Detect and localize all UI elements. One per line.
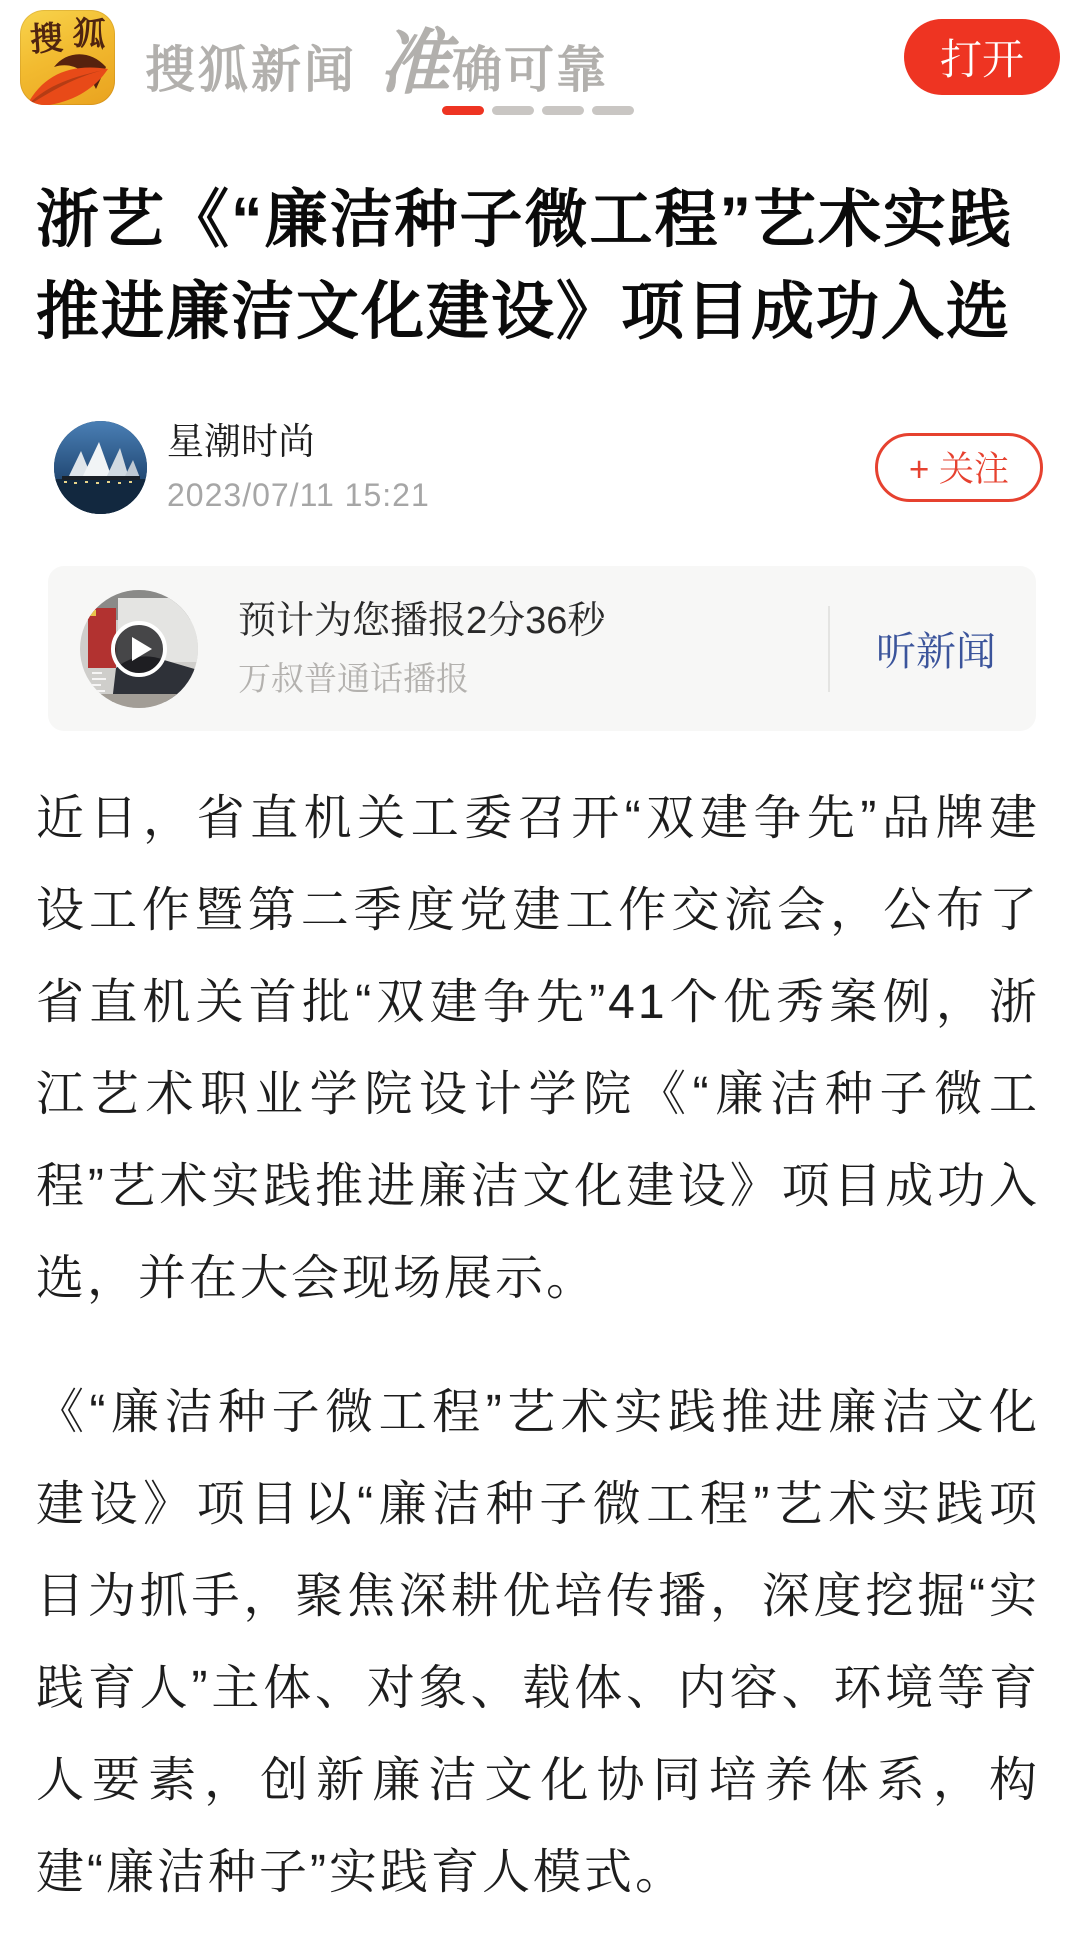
- article: [0, 174, 1076, 1919]
- audio-texts: [238, 602, 828, 695]
- listen-news-button[interactable]: 听新闻: [876, 630, 996, 674]
- article-title: 浙艺《“廉洁种子微工程”艺术实践推进廉洁文化建设》项目成功入选: [36, 185, 1013, 347]
- author-avatar[interactable]: [54, 421, 147, 514]
- audio-broadcast-card: [48, 566, 1036, 731]
- author-meta: [167, 423, 430, 511]
- app-banner: [0, 0, 1076, 104]
- sohu-logo-icon[interactable]: [20, 10, 115, 105]
- author-row: [54, 420, 1043, 514]
- open-app-button[interactable]: 打开: [904, 19, 1060, 95]
- broadcast-duration-text: 预计为您播报2分36秒: [238, 600, 606, 642]
- carousel-dot: [542, 106, 584, 115]
- narrator-text: 万叔普通话播报: [238, 660, 469, 697]
- carousel-dot: [442, 106, 484, 115]
- vertical-divider: [828, 606, 830, 692]
- author-name[interactable]: 星潮时尚: [167, 421, 315, 462]
- brand-watermark: [145, 6, 608, 108]
- audio-thumbnail[interactable]: [80, 590, 198, 708]
- publish-date: 2023/07/11 15:21: [167, 477, 430, 513]
- play-button[interactable]: [111, 621, 167, 677]
- play-icon: [132, 637, 152, 661]
- logo-char-1: 搜: [28, 18, 65, 58]
- logo-char-2: 狐: [71, 13, 108, 53]
- fox-tail-icon: [20, 45, 115, 105]
- carousel-dot: [592, 106, 634, 115]
- opera-house-photo: [54, 421, 147, 514]
- follow-button[interactable]: + 关注: [875, 433, 1043, 502]
- brand-name: 搜狐新闻: [145, 42, 357, 98]
- carousel-dot: [492, 106, 534, 115]
- paragraph-1: 近日，省直机关工委召开“双建争先”品牌建设工作暨第二季度党建工作交流会，公布了省直机关首批“双建争先”41个优秀案例，浙江艺术职业学院设计学院《“廉洁种子微工程”艺术实践推进廉洁文化建设》项目成功入选，并在大会现场展示。: [36, 792, 1040, 1305]
- article-body: [36, 773, 1040, 1919]
- brand-slogan: 准确可靠: [379, 20, 609, 104]
- paragraph-2: 《“廉洁种子微工程”艺术实践推进廉洁文化建设》项目以“廉洁种子微工程”艺术实践项目为抓手，聚焦深耕优培传播，深度挖掘“实践育人”主体、对象、载体、内容、环境等育人要素，创新廉洁文化协同培养体系，构建“廉洁种子”实践育人模式。: [36, 1386, 1040, 1899]
